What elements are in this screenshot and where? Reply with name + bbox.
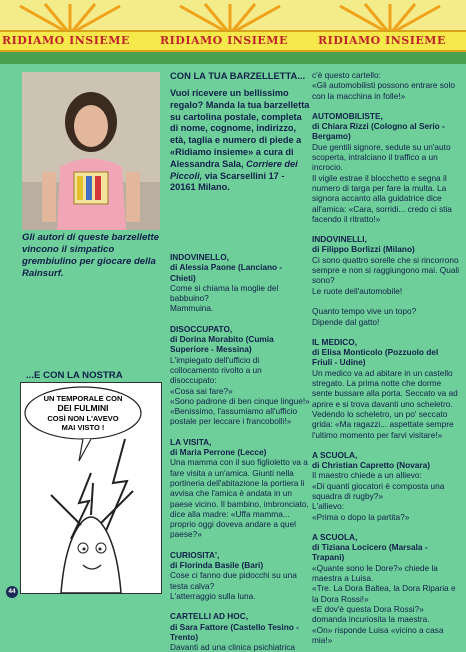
joke (312, 111, 460, 224)
joke-text: Davanti ad una clinica psichiatrica (170, 642, 295, 652)
header-banner (0, 0, 466, 64)
joke-title: DISOCCUPATO, (170, 323, 233, 334)
joke (170, 550, 310, 601)
joke-text: Una mamma con il suo figlioletto va a fare visita a un'amica. Giunti nella portineria dell'abitazione la portiera li avvisa che l'amica è andata in un paese vicino. Il bambino, imbronciato, dice alla madre: «Uffa mamma... proprio oggi doveva andare a quel paese?» (170, 457, 309, 540)
joke-text: Cose ci fanno due pidocchi su una testa calva? L'atterraggio sulla luna. (170, 570, 297, 601)
joke-title: IL MEDICO, (312, 336, 358, 347)
joke-author: di Chiara Rizzi (Cologno al Serio - Bergamo) (312, 121, 445, 142)
joke-author: di Maria Perrone (Lecce) (170, 447, 267, 458)
child-photo (22, 72, 160, 230)
lightning-icon (105, 439, 127, 533)
cartoon-panel (20, 382, 162, 594)
joke-title: CARTELLI AD HOC, (170, 611, 249, 622)
joke-text: L'impiegato dell'ufficio di collocamento rivolto a un disoccupato: «Cosa sai fare?» «Sono padrone di ben cinque lingue!» «Benissimo, l'assumiamo all'ufficio postale per leccare i francobolli!» (170, 354, 310, 427)
joke-author: di Christian Capretto (Novara) (312, 460, 431, 471)
joke-title: INDOVINELLO, (170, 252, 230, 262)
joke-title: CURIOSITA', (170, 549, 220, 560)
cartoon-text: UN TEMPORALE CON (43, 394, 123, 403)
contest-intro (170, 88, 310, 194)
joke-text: Il maestro chiede a un allievo: «Di quanti giocatori è composta una squadra di rugby?» L'allievo: «Prima o dopo la partita?» (312, 470, 445, 522)
cartoon-text: COSÌ NON L'AVEVO (47, 414, 119, 423)
joke-author: di Elisa Monticolo (Pozzuolo del Friuli - Udine) (312, 347, 439, 368)
tree-trunk (61, 517, 121, 593)
intro-text: Vuoi ricevere un bellissimo regalo? Manda la tua barzelletta su cartolina postale, completa di nome, cognome, indirizzo, età, taglia e numero di piede a «Ridiamo insieme» a cura di Alessandra Sala, (170, 88, 310, 169)
joke (170, 324, 310, 427)
banner-title: RIDIAMO INSIEME (318, 34, 446, 47)
banner-title: RIDIAMO INSIEME (2, 34, 130, 47)
joke (312, 450, 460, 522)
joke (312, 532, 460, 645)
cartoon-text: MAI VISTO ! (61, 423, 105, 432)
joke-text: Un medico va ad abitare in un castello stregato. La prima notte che dorme sente bussare alla porta. Seccato va ad aprire e si trova davanti uno scheletro. Vedendo lo scheletro, un po' seccato grida: «Ma ragazzi... aspettate sempre l'ultimo momento per farvi visitare!» (312, 367, 458, 440)
joke-author: di Sara Fattore (Castello Tesino - Trento) (170, 621, 299, 642)
banner-title: RIDIAMO INSIEME (160, 34, 288, 47)
joke-title: A SCUOLA, (312, 531, 358, 542)
banner-grass (0, 52, 466, 64)
intro-address: via Scarsellini 17 - 20161 Milano. (170, 170, 285, 193)
joke-text: Due gentili signore, sedute su un'auto scoperta, intralciano il traffico a un incrocio. Il vigile estrae il blocchetto e segna il numero di targa per fare la multa. La signora accanto alla guidatrice dice all'amica: «Cara, sorridi... credo ci stia facendo il ritratto!» (312, 141, 452, 224)
joke-author: di Florinda Basile (Bari) (170, 560, 264, 571)
page-number: 44 (6, 586, 18, 598)
joke (170, 252, 310, 314)
cartoon-heading: ...E CON LA NOSTRA (26, 370, 123, 381)
joke-text: Come si chiama la moglie del babbuino? Mammuina. (170, 282, 279, 314)
joke (170, 611, 310, 652)
joke-text: c'è questo cartello: «Gli automobilisti possono entrare solo con la macchina in folle!» (312, 70, 455, 101)
photo-caption: Gli autori di queste barzellette vincono il simpatico grembiulino per giocare della Rainsurf. (22, 232, 160, 279)
joke-title: INDOVINELLI, (312, 234, 367, 245)
newspaper-name: Corriere dei Piccoli, (170, 158, 298, 181)
joke (312, 234, 460, 327)
joke-author: di Filippo Borlizzi (Milano) (312, 244, 415, 255)
joke (170, 437, 310, 540)
joke-title: AUTOMOBILISTE, (312, 110, 383, 121)
joke-text: «Quante sono le Dore?» chiede la maestra a Luisa. «Tre. La Dora Baltea, la Dora Riparia e la Dora Rossi!» «E dov'è questa Dora Rossi?» domanda incuriosita la maestra. «On» risponde Luisa «vicino a casa mia!» (312, 562, 456, 645)
contest-heading: CON LA TUA BARZELLETTA... (170, 70, 306, 81)
joke-title: A SCUOLA, (312, 449, 358, 460)
joke-author: di Alessia Paone (Lanciano - Chieti) (170, 262, 283, 283)
joke-author: di Dorina Morabito (Cumia Superiore - Messina) (170, 334, 274, 355)
jokes-column-middle (170, 252, 310, 652)
joke-title: LA VISITA, (170, 436, 212, 447)
joke (312, 70, 460, 101)
joke-text: Ci sono quattro sorelle che si rincorrono sempre e non si raggiungono mai. Quali sono? Le ruote dell'automobile! Quanto tempo vive un topo? Dipende dal gatto! (312, 254, 460, 327)
cartoon-text: DEI FULMINI (57, 403, 109, 413)
jokes-column-right (312, 70, 460, 645)
joke (312, 337, 460, 440)
joke-author: di Tiziana Locicero (Marsala - Trapani) (312, 542, 428, 563)
